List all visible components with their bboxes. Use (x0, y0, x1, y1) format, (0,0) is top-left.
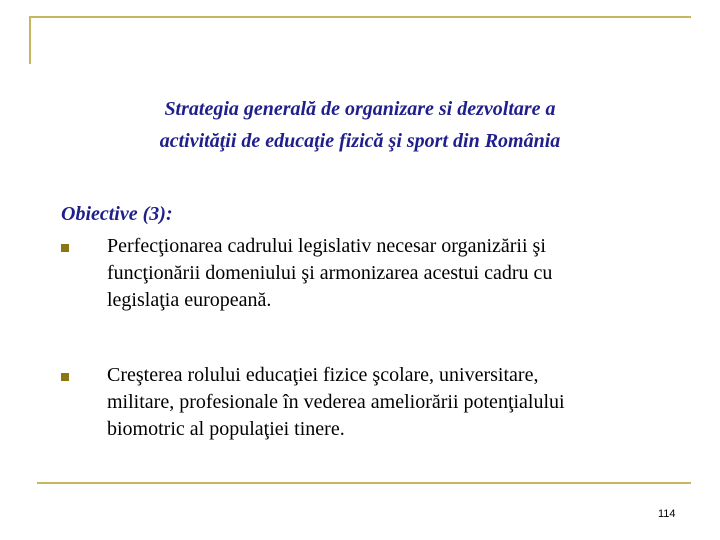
frame-top-line (29, 16, 691, 18)
list-item-2-line-1: Creşterea rolului educaţiei fizice şcolare, universitare, (107, 364, 539, 386)
slide-title-line-1: Strategia generală de organizare si dezvoltare a (164, 98, 556, 120)
list-item-2 (107, 362, 677, 443)
list-item-1-line-1: Perfecţionarea cadrului legislativ necesar organizării şi (107, 235, 546, 257)
page-number: 114 (658, 508, 676, 520)
list-item-1-line-3: legislaţia europeană. (107, 289, 272, 311)
frame-left-line (29, 16, 31, 64)
list-item-1-line-2: funcţionării domeniului şi armonizarea acestui cadru cu (107, 262, 553, 284)
list-item-2-line-3: biomotric al populaţiei tinere. (107, 418, 345, 440)
bullet-square-icon (61, 244, 69, 252)
bullet-square-icon (61, 373, 69, 381)
frame-bottom-line (37, 482, 691, 484)
slide-title (0, 93, 720, 157)
list-item-1 (107, 233, 677, 314)
slide-title-line-2: activităţii de educaţie fizică şi sport din România (159, 130, 561, 152)
list-item-2-line-2: militare, profesionale în vederea ameliorării potenţialului (107, 391, 565, 413)
objectives-heading: Obiective (3): (61, 203, 173, 225)
